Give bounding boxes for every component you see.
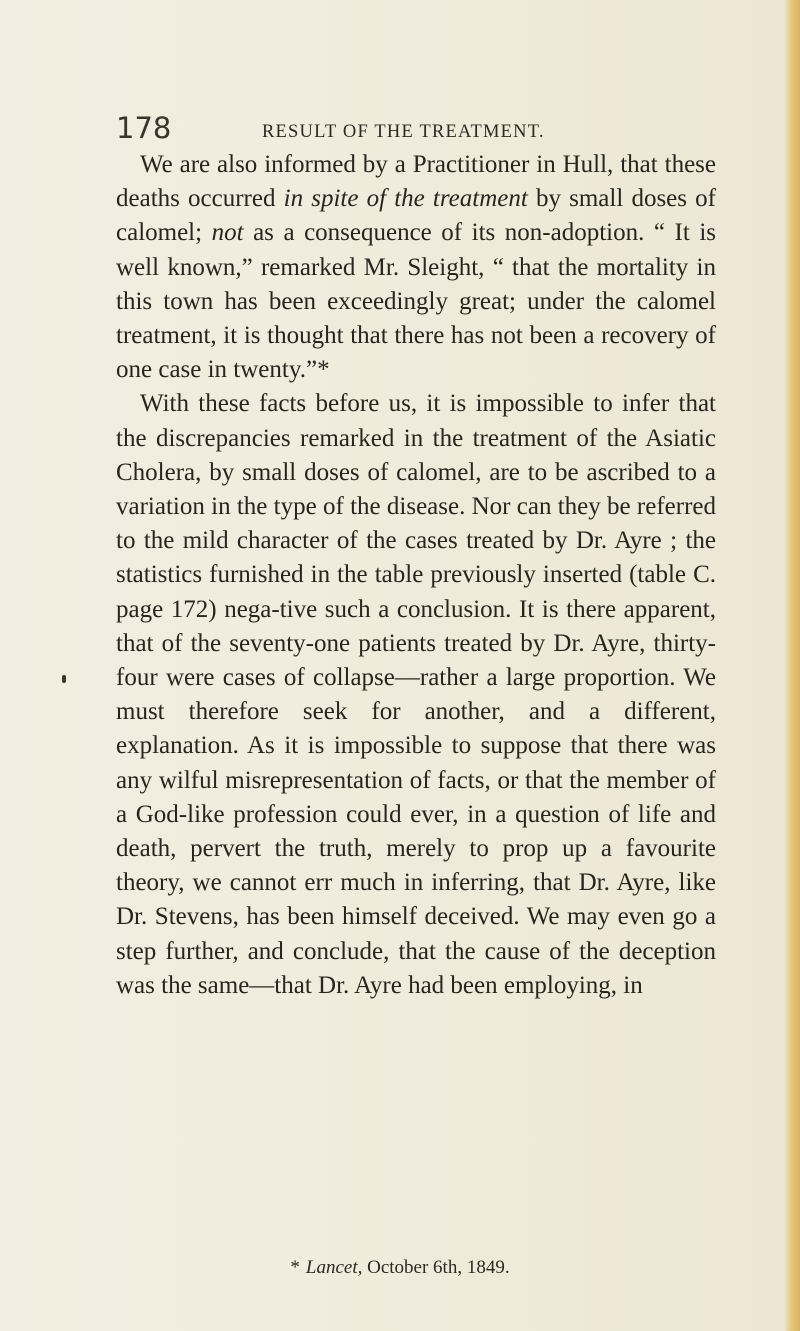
paragraph-1-italic-2: not (211, 219, 244, 247)
paragraph-1 (116, 148, 716, 387)
page-header (116, 110, 716, 150)
body-text (116, 148, 716, 1003)
paragraph-2: With these facts before us, it is impossible to infer that the discrepancies remarked in the treatment of the Asiatic Cholera, by small doses of calomel, are to be ascribed to a variation in the type of the disease. Nor can they be referred to the mild character of the cases treated by Dr. Ayre ; the statistics furnished in the table previously inserted (table C. page 172) nega-tive such a conclusion. It is there apparent, that of the seventy-one patients treated by Dr. Ayre, thirty-four were cases of collapse—rather a large proportion. We must therefore seek for another, and a different, explanation. As it is impossible to suppose that there was any wilful misrepresentation of facts, or that the member of a God-like profession could ever, in a question of life and death, pervert the truth, merely to prop up a favourite theory, we cannot err much in inferring, that Dr. Ayre, like Dr. Stevens, has been himself deceived. We may even go a step further, and conclude, that the cause of the deception was the same—that Dr. Ayre had been employing, in (116, 390, 716, 999)
paragraph-1-part-1: We are also informed by a Practitioner in Hull, that these deaths occurred (116, 151, 716, 213)
footnote-marker: * (290, 1257, 300, 1278)
paragraph-1-part-3: as a consequence of its non-adoption. “ It is well known,” remarked Mr. Sleight, “ that the mortality in this town has been exceedingly great; under the calomel treatment, it is thought that there has not been a recovery of one case in twenty.”* (116, 219, 716, 384)
ink-speck (62, 675, 66, 683)
paragraph-1-italic-1: in spite of the treatment (283, 185, 528, 213)
footnote-date: October 6th, 1849. (367, 1257, 510, 1278)
page-edge (784, 0, 800, 1331)
footnote (0, 1256, 800, 1280)
page-number: 178 (116, 111, 172, 145)
footnote-source: Lancet, (305, 1257, 363, 1278)
running-title: RESULT OF THE TREATMENT. (262, 122, 545, 142)
paragraph-1-part-2: by small doses of calomel; (116, 185, 716, 247)
